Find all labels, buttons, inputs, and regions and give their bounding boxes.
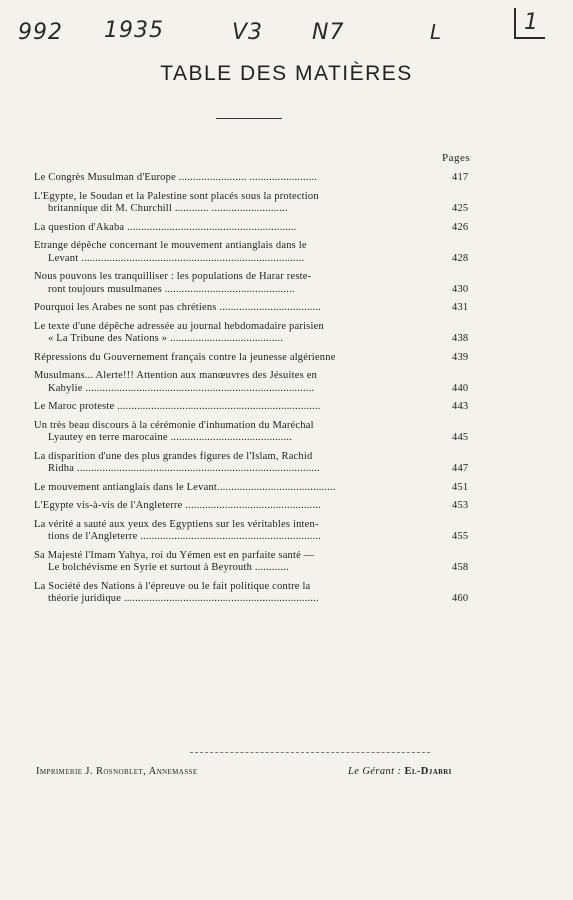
footer-divider [190,752,430,753]
toc-entry-line: Sa Majesté l'Imam Yahya, roi du Yémen est en parfaite santé — [34,549,315,561]
toc-entry-title [34,500,426,513]
toc-entry-line: La Société des Nations à l'épreuve ou le fait politique contre la [34,580,311,592]
toc-entry [34,320,469,346]
toc-entry-title [34,271,426,296]
toc-entry-line: Un très beau discours à la cérémonie d'inhumation du Maréchal [34,419,314,431]
toc-entry [34,221,469,235]
printer-imprint: Imprimerie J. Rosnoblet, Annemasse [36,766,198,777]
handwritten-annotation: 1935 [104,18,164,43]
toc-entry-line: L'Egypte vis-à-vis de l'Angleterre ................................................ [34,500,321,511]
toc-entry [34,450,469,476]
toc-entry [34,401,469,414]
toc-entry [34,549,469,575]
toc-entry-title [34,302,426,315]
toc-entry-line: Musulmans... Alerte!!! Attention aux manœuvres des Jésuites en [34,370,318,381]
toc-entry-page: 430 [452,283,469,295]
table-of-contents [34,172,469,612]
toc-entry-line: Répressions du Gouvernement français contre la jeunesse algérienne [34,351,336,363]
toc-entry-line: La question d'Akaba ............................................................ [34,221,297,233]
toc-entry-title [34,222,426,235]
toc-entry [34,351,469,365]
toc-entry-page: 445 [452,432,469,443]
toc-entry-title [34,581,426,606]
toc-entry-page: 431 [452,302,469,313]
toc-entry-page: 453 [452,500,469,511]
toc-entry-title [34,191,426,216]
toc-entry [34,500,469,513]
toc-entry-line: Lyautey en terre marocaine ........................................... [48,432,293,443]
toc-entry-line: La disparition d'une des plus grandes figures de l'Islam, Rachid [34,450,313,462]
toc-entry [34,240,469,265]
toc-entry-line: Le Maroc proteste ........................................................................ [34,401,321,412]
manager-signature [348,766,452,777]
toc-entry-page: 440 [452,382,469,394]
toc-entry-line: Le mouvement antianglais dans le Levant.......................................... [34,481,336,493]
toc-entry-page: 428 [452,252,469,264]
gerant-name: El-Djabri [404,766,452,777]
toc-entry [34,172,469,185]
toc-entry-title [34,370,426,395]
toc-entry-line: Kabylie ................................................................................. [48,382,315,394]
pages-column-header: Pages [442,152,471,164]
toc-entry [34,481,469,495]
toc-entry [34,370,469,395]
toc-entry-line: Etrange dépêche concernant le mouvement antianglais dans le [34,240,307,251]
toc-entry-line: Ridha ...................................................................................... [48,463,320,474]
toc-entry [34,190,469,216]
handwritten-annotation: 992 [18,20,63,45]
toc-entry-title [34,482,426,495]
toc-entry-page: 447 [452,463,469,474]
toc-entry-line: tions de l'Angleterre ................................................................ [48,531,322,542]
page-title: TABLE DES MATIÈRES [160,62,413,85]
toc-entry-title [34,172,426,185]
toc-entry-title [34,420,426,445]
toc-entry-page: 460 [452,593,469,604]
toc-entry-page: 439 [452,351,469,363]
toc-entry-title [34,240,426,265]
toc-entry-line: Pourquoi les Arabes ne sont pas chrétiens .................................... [34,302,322,313]
toc-entry-line: « La Tribune des Nations » ........................................ [48,333,284,344]
toc-entry-line: britannique dit M. Churchill ............ ........................... [48,203,288,214]
toc-entry [34,580,469,606]
toc-entry-page: 426 [452,221,469,233]
toc-entry-title [34,352,426,365]
toc-entry-line: Le bolchévisme en Syrie et surtout à Beyrouth ............ [48,562,289,573]
gerant-label: Le Gérant : [348,766,402,777]
toc-entry-page: 455 [452,531,469,542]
toc-entry-line: Le Congrès Musulman d'Europe ........................ ........................ [34,172,318,183]
toc-entry-page: 425 [452,203,469,214]
toc-entry-line: L'Egypte, le Soudan et la Palestine sont placés sous la protection [34,190,319,202]
toc-entry [34,271,469,296]
toc-entry-line: Levant ............................................................................... [48,252,305,264]
toc-entry-page: 458 [452,562,469,573]
toc-entry-page: 438 [452,333,469,344]
toc-entry [34,419,469,445]
toc-entry-line: théorie juridique ..................................................................... [48,593,319,604]
toc-entry-page: 417 [452,172,469,183]
toc-entry [34,518,469,544]
toc-entry-title [34,550,426,575]
toc-entry-title [34,321,426,346]
toc-entry-line: La vérité a sauté aux yeux des Egyptiens sur les véritables inten- [34,518,319,530]
toc-entry-page: 443 [452,401,469,412]
toc-entry-title [34,401,426,414]
handwritten-annotation: 1 [514,8,545,39]
toc-entry-title [34,519,426,544]
toc-entry-line: Le texte d'une dépêche adressée au journal hebdomadaire parisien [34,320,324,332]
toc-entry [34,302,469,315]
toc-entry-title [34,451,426,476]
title-divider [216,118,282,119]
handwritten-annotation: N7 [312,20,345,45]
handwritten-annotation: V3 [232,20,264,45]
toc-entry-line: ront toujours musulmanes .............................................. [48,283,295,295]
toc-entry-line: Nous pouvons les tranquilliser : les populations de Harar reste- [34,271,312,282]
toc-entry-page: 451 [452,481,469,493]
handwritten-annotation: L [430,20,443,44]
